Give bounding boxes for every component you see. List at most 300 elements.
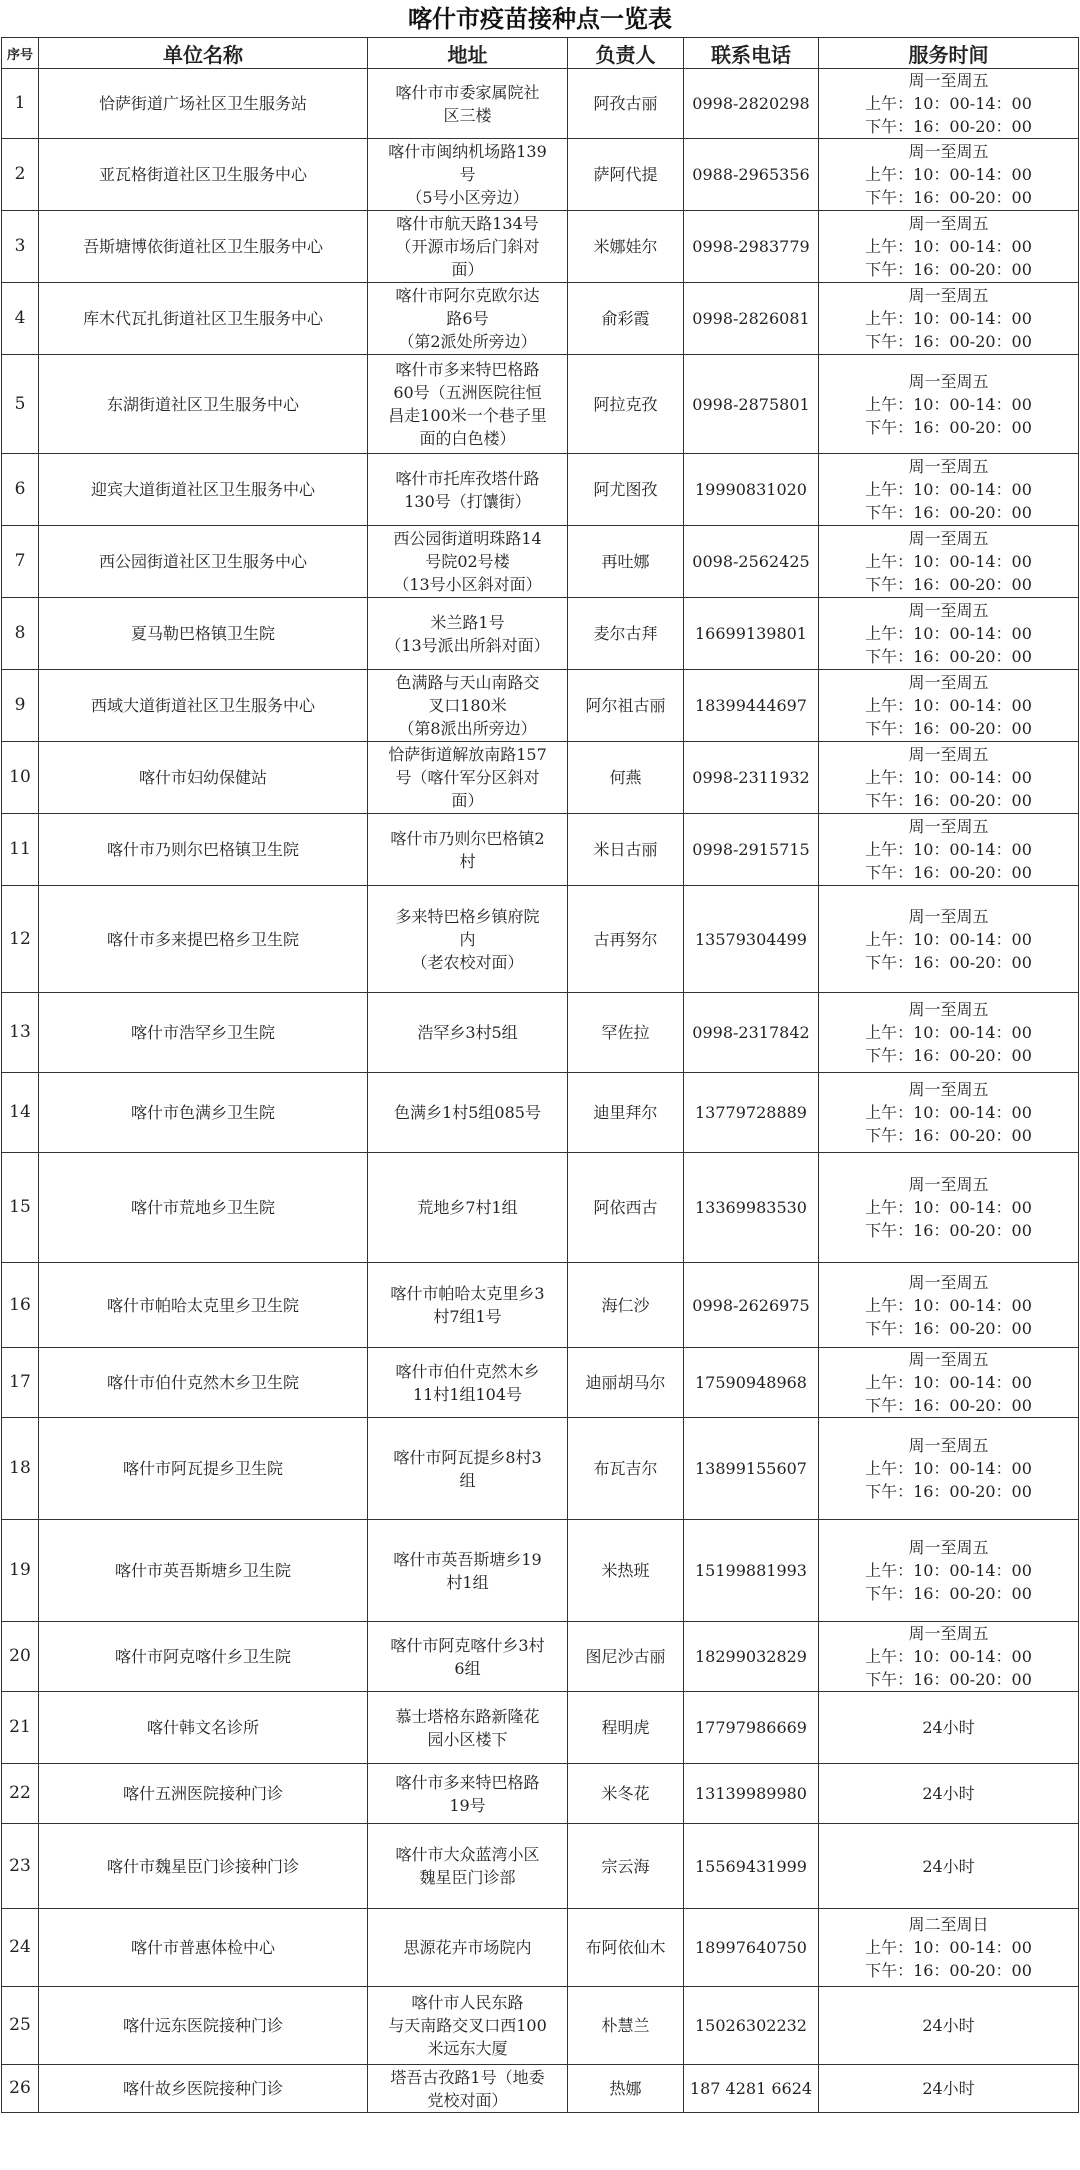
cell-hours-line: 24小时 — [922, 1718, 975, 1737]
cell-person: 阿孜古丽 — [568, 69, 684, 139]
cell-hours — [819, 69, 1079, 139]
cell-hours-line: 上午：10：00-14：00 — [865, 929, 1032, 949]
cell-name: 西域大道街道社区卫生服务中心 — [39, 670, 368, 742]
cell-address — [368, 139, 568, 211]
cell-hours-line: 周一至周五 — [908, 71, 989, 90]
cell-address-line: 米兰路1号 — [430, 612, 505, 632]
table-row — [2, 670, 1079, 742]
header-hours: 服务时间 — [819, 38, 1079, 69]
cell-hours-line: 下午：16：00-20：00 — [865, 332, 1032, 351]
cell-address-line: 面） — [451, 791, 484, 810]
cell-hours-line: 周一至周五 — [908, 906, 989, 926]
table-row — [2, 1692, 1079, 1764]
cell-person: 阿拉克孜 — [568, 355, 684, 454]
cell-address-line: 昌走100米一个巷子里 — [388, 406, 547, 425]
cell-hours-line: 周一至周五 — [908, 601, 989, 620]
cell-address-line: （老农校对面） — [411, 952, 524, 972]
cell-phone: 187 4281 6624 — [684, 2065, 819, 2113]
cell-hours-line: 下午：16：00-20：00 — [865, 260, 1032, 279]
cell-address-line: 村1组 — [446, 1572, 489, 1592]
cell-address — [368, 1073, 568, 1153]
cell-person: 罕佐拉 — [568, 993, 684, 1073]
cell-phone: 15199881993 — [684, 1520, 819, 1622]
cell-name: 恰萨街道广场社区卫生服务站 — [39, 69, 368, 139]
cell-address-line: 喀什市阿尔克欧尔达 — [395, 286, 540, 305]
cell-hours-line: 上午：10：00-14：00 — [865, 237, 1032, 256]
cell-no: 24 — [2, 1909, 39, 1987]
cell-name: 东湖街道社区卫生服务中心 — [39, 355, 368, 454]
cell-hours — [819, 526, 1079, 598]
cell-no: 7 — [2, 526, 39, 598]
cell-name: 喀什五洲医院接种门诊 — [39, 1764, 368, 1824]
cell-name: 喀什市帕哈太克里乡卫生院 — [39, 1263, 368, 1348]
cell-hours-line: 24小时 — [922, 2079, 975, 2098]
cell-name: 喀什市英吾斯塘乡卫生院 — [39, 1520, 368, 1622]
cell-address-line: 恰萨街道解放南路157 — [388, 745, 547, 764]
cell-address — [368, 598, 568, 670]
cell-address-line: 喀什市多来特巴格路 — [395, 360, 540, 379]
cell-person: 布瓦吉尔 — [568, 1418, 684, 1520]
cell-hours-line: 周一至周五 — [908, 1624, 989, 1643]
table-row — [2, 886, 1079, 993]
cell-address-line: 与天南路交叉口西100 — [388, 2016, 547, 2035]
cell-address — [368, 283, 568, 355]
cell-name: 喀什市乃则尔巴格镇卫生院 — [39, 814, 368, 886]
cell-person: 布阿依仙木 — [568, 1909, 684, 1987]
cell-hours — [819, 1263, 1079, 1348]
cell-hours-line: 周一至周五 — [908, 745, 989, 764]
cell-hours — [819, 742, 1079, 814]
cell-hours-line: 上午：10：00-14：00 — [865, 1459, 1032, 1478]
cell-hours — [819, 1692, 1079, 1764]
cell-address — [368, 1764, 568, 1824]
cell-address-line: 园小区楼下 — [427, 1729, 508, 1749]
cell-address-line: （开源市场后门斜对 — [395, 237, 540, 256]
cell-address-line: 喀什市阿克喀什乡3村 — [390, 1635, 545, 1655]
cell-hours-line: 周一至周五 — [908, 529, 989, 548]
cell-address — [368, 886, 568, 993]
cell-address — [368, 1153, 568, 1263]
cell-hours-line: 上午：10：00-14：00 — [865, 394, 1032, 414]
cell-no: 14 — [2, 1073, 39, 1153]
cell-hours-line: 下午：16：00-20：00 — [865, 188, 1032, 207]
cell-address — [368, 742, 568, 814]
cell-no: 17 — [2, 1348, 39, 1418]
cell-address — [368, 1418, 568, 1520]
cell-hours — [819, 211, 1079, 283]
cell-hours-line: 周一至周五 — [908, 286, 989, 305]
cell-address-line: 喀什市英吾斯塘乡19 — [393, 1549, 542, 1569]
cell-hours-line: 周一至周五 — [908, 214, 989, 233]
cell-no: 16 — [2, 1263, 39, 1348]
cell-hours-line: 下午：16：00-20：00 — [865, 1126, 1032, 1145]
table-row — [2, 69, 1079, 139]
cell-hours-line: 下午：16：00-20：00 — [865, 1584, 1032, 1603]
cell-address-line: 喀什市人民东路 — [411, 1993, 524, 2012]
cell-name: 喀什市多来提巴格乡卫生院 — [39, 886, 368, 993]
cell-person: 朴慧兰 — [568, 1987, 684, 2065]
cell-phone: 0998-2983779 — [684, 211, 819, 283]
cell-phone: 0988-2965356 — [684, 139, 819, 211]
header-phone: 联系电话 — [684, 38, 819, 69]
cell-hours-line: 下午：16：00-20：00 — [865, 1961, 1032, 1980]
cell-address — [368, 1263, 568, 1348]
cell-address-line: 19号 — [449, 1795, 486, 1815]
cell-name: 迎宾大道街道社区卫生服务中心 — [39, 454, 368, 526]
cell-address — [368, 814, 568, 886]
cell-phone: 13139989980 — [684, 1764, 819, 1824]
cell-address-line: 130号（打馕街） — [404, 491, 531, 511]
table-header-row — [2, 38, 1079, 69]
cell-hours — [819, 283, 1079, 355]
cell-person: 迪丽胡马尔 — [568, 1348, 684, 1418]
cell-phone: 18299032829 — [684, 1622, 819, 1692]
table-row — [2, 211, 1079, 283]
cell-phone: 13369983530 — [684, 1153, 819, 1263]
cell-person: 阿依西古 — [568, 1153, 684, 1263]
cell-address-line: 色满路与天山南路交 — [395, 673, 540, 692]
cell-hours — [819, 139, 1079, 211]
cell-hours-line: 下午：16：00-20：00 — [865, 1482, 1032, 1501]
cell-phone: 0998-2820298 — [684, 69, 819, 139]
table-row — [2, 1764, 1079, 1824]
cell-hours-line: 上午：10：00-14：00 — [865, 552, 1032, 571]
cell-person: 热娜 — [568, 2065, 684, 2113]
cell-phone: 13579304499 — [684, 886, 819, 993]
cell-person: 迪里拜尔 — [568, 1073, 684, 1153]
cell-hours — [819, 1764, 1079, 1824]
cell-address-line: 西公园街道明珠路14 — [393, 529, 542, 548]
cell-person: 米冬花 — [568, 1764, 684, 1824]
cell-address-line: 慕士塔格东路新隆花 — [395, 1706, 540, 1726]
cell-name: 喀什市阿瓦提乡卫生院 — [39, 1418, 368, 1520]
cell-phone: 0998-2626975 — [684, 1263, 819, 1348]
cell-address — [368, 1909, 568, 1987]
cell-person: 古再努尔 — [568, 886, 684, 993]
cell-no: 5 — [2, 355, 39, 454]
cell-phone: 0998-2311932 — [684, 742, 819, 814]
table-row — [2, 1987, 1079, 2065]
cell-address — [368, 355, 568, 454]
cell-hours-line: 周一至周五 — [908, 1436, 989, 1455]
cell-address-line: （第8派出所旁边） — [398, 719, 537, 738]
cell-name: 喀什市普惠体检中心 — [39, 1909, 368, 1987]
table-row — [2, 742, 1079, 814]
cell-no: 13 — [2, 993, 39, 1073]
cell-person: 宗云海 — [568, 1824, 684, 1909]
cell-hours-line: 下午：16：00-20：00 — [865, 575, 1032, 594]
cell-person: 图尼沙古丽 — [568, 1622, 684, 1692]
cell-name: 吾斯塘博依街道社区卫生服务中心 — [39, 211, 368, 283]
table-row — [2, 1073, 1079, 1153]
table-row — [2, 598, 1079, 670]
cell-address — [368, 69, 568, 139]
cell-name: 喀什韩文名诊所 — [39, 1692, 368, 1764]
table-row — [2, 526, 1079, 598]
cell-hours-line: 周一至周五 — [908, 1538, 989, 1557]
cell-no: 3 — [2, 211, 39, 283]
cell-address-line: 魏星臣门诊部 — [419, 1868, 516, 1887]
cell-address — [368, 526, 568, 598]
cell-hours-line: 上午：10：00-14：00 — [865, 840, 1032, 859]
cell-hours-line: 周一至周五 — [908, 1000, 989, 1019]
cell-hours — [819, 1153, 1079, 1263]
cell-hours-line: 24小时 — [922, 2016, 975, 2035]
cell-no: 11 — [2, 814, 39, 886]
cell-no: 26 — [2, 2065, 39, 2113]
cell-no: 6 — [2, 454, 39, 526]
cell-hours — [819, 598, 1079, 670]
cell-address-line: 村 — [459, 851, 476, 871]
cell-person: 米热班 — [568, 1520, 684, 1622]
cell-phone: 15026302232 — [684, 1987, 819, 2065]
cell-hours-line: 下午：16：00-20：00 — [865, 1046, 1032, 1065]
cell-hours-line: 上午：10：00-14：00 — [865, 1023, 1032, 1042]
cell-hours-line: 周一至周五 — [908, 817, 989, 836]
cell-name: 喀什市色满乡卫生院 — [39, 1073, 368, 1153]
cell-phone: 17797986669 — [684, 1692, 819, 1764]
cell-hours-line: 上午：10：00-14：00 — [865, 165, 1032, 184]
cell-hours — [819, 1520, 1079, 1622]
cell-address-line: 塔吾古孜路1号（地委 — [390, 2067, 545, 2087]
cell-no: 19 — [2, 1520, 39, 1622]
cell-address-line: 荒地乡7村1组 — [417, 1198, 518, 1217]
cell-no: 8 — [2, 598, 39, 670]
cell-hours-line: 上午：10：00-14：00 — [865, 696, 1032, 715]
cell-hours-line: 下午：16：00-20：00 — [865, 1221, 1032, 1240]
cell-hours-line: 24小时 — [922, 1856, 975, 1876]
cell-address-line: 党校对面） — [427, 2090, 508, 2110]
cell-address-line: 面的白色楼） — [419, 429, 516, 448]
table-row — [2, 993, 1079, 1073]
cell-hours — [819, 1824, 1079, 1909]
cell-address — [368, 1987, 568, 2065]
cell-address-line: 色满乡1村5组085号 — [394, 1103, 541, 1122]
cell-hours-line: 上午：10：00-14：00 — [865, 1647, 1032, 1666]
cell-no: 4 — [2, 283, 39, 355]
cell-hours-line: 上午：10：00-14：00 — [865, 768, 1032, 787]
cell-hours-line: 上午：10：00-14：00 — [865, 309, 1032, 328]
cell-name: 喀什市荒地乡卫生院 — [39, 1153, 368, 1263]
cell-hours-line: 下午：16：00-20：00 — [865, 1396, 1032, 1415]
vaccination-sites-table — [1, 37, 1079, 2113]
cell-address-line: 6组 — [454, 1658, 481, 1678]
cell-hours-line: 下午：16：00-20：00 — [865, 719, 1032, 738]
cell-address-line: 思源花卉市场院内 — [403, 1938, 532, 1957]
header-address: 地址 — [368, 38, 568, 69]
cell-no: 20 — [2, 1622, 39, 1692]
table-row — [2, 1348, 1079, 1418]
cell-address-line: （5号小区旁边） — [406, 188, 529, 207]
cell-no: 2 — [2, 139, 39, 211]
cell-no: 21 — [2, 1692, 39, 1764]
cell-phone: 19990831020 — [684, 454, 819, 526]
table-row — [2, 139, 1079, 211]
cell-no: 15 — [2, 1153, 39, 1263]
cell-hours-line: 周一至周五 — [908, 1350, 989, 1369]
cell-name: 亚瓦格街道社区卫生服务中心 — [39, 139, 368, 211]
cell-address-line: （13号派出所斜对面） — [385, 635, 550, 655]
table-row — [2, 1153, 1079, 1263]
cell-name: 喀什远东医院接种门诊 — [39, 1987, 368, 2065]
cell-hours — [819, 1348, 1079, 1418]
cell-no: 12 — [2, 886, 39, 993]
cell-person: 海仁沙 — [568, 1263, 684, 1348]
cell-hours-line: 上午：10：00-14：00 — [865, 1373, 1032, 1392]
table-row — [2, 1263, 1079, 1348]
cell-address-line: 喀什市托库孜塔什路 — [395, 468, 540, 488]
cell-no: 23 — [2, 1824, 39, 1909]
table-row — [2, 1520, 1079, 1622]
cell-hours — [819, 1418, 1079, 1520]
cell-phone: 0998-2875801 — [684, 355, 819, 454]
cell-name: 西公园街道社区卫生服务中心 — [39, 526, 368, 598]
cell-phone: 0998-2317842 — [684, 993, 819, 1073]
cell-address-line: （第2派处所旁边） — [398, 332, 537, 351]
cell-hours-line: 上午：10：00-14：00 — [865, 1295, 1032, 1315]
cell-phone: 13779728889 — [684, 1073, 819, 1153]
cell-address-line: 60号（五洲医院往恒 — [393, 383, 542, 402]
cell-address — [368, 1348, 568, 1418]
cell-hours-line: 周一至周五 — [908, 371, 989, 391]
table-row — [2, 814, 1079, 886]
cell-hours — [819, 1909, 1079, 1987]
cell-name: 库木代瓦扎街道社区卫生服务中心 — [39, 283, 368, 355]
cell-name: 夏马勒巴格镇卫生院 — [39, 598, 368, 670]
cell-phone: 16699139801 — [684, 598, 819, 670]
cell-hours-line: 上午：10：00-14：00 — [865, 1561, 1032, 1580]
cell-no: 22 — [2, 1764, 39, 1824]
cell-hours-line: 周二至周日 — [908, 1915, 989, 1934]
cell-address-line: 喀什市阿瓦提乡8村3 — [393, 1447, 542, 1467]
cell-person: 麦尔古拜 — [568, 598, 684, 670]
cell-address-line: 喀什市帕哈太克里乡3 — [390, 1284, 545, 1303]
cell-hours-line: 下午：16：00-20：00 — [865, 1318, 1032, 1338]
cell-no: 9 — [2, 670, 39, 742]
table-row — [2, 1909, 1079, 1987]
cell-address-line: 村7组1号 — [433, 1307, 502, 1326]
cell-phone: 18399444697 — [684, 670, 819, 742]
cell-hours-line: 上午：10：00-14：00 — [865, 94, 1032, 113]
header-name: 单位名称 — [39, 38, 368, 69]
cell-name: 喀什市阿克喀什乡卫生院 — [39, 1622, 368, 1692]
cell-person: 再吐娜 — [568, 526, 684, 598]
cell-name: 喀什故乡医院接种门诊 — [39, 2065, 368, 2113]
cell-address-line: 路6号 — [446, 309, 489, 328]
cell-name: 喀什市妇幼保健站 — [39, 742, 368, 814]
cell-address-line: 喀什市闽纳机场路139 — [388, 142, 547, 161]
cell-hours — [819, 454, 1079, 526]
cell-hours — [819, 886, 1079, 993]
cell-hours-line: 下午：16：00-20：00 — [865, 117, 1032, 136]
header-no: 序号 — [2, 38, 39, 69]
cell-address-line: 面） — [451, 260, 484, 279]
cell-person: 米娜娃尔 — [568, 211, 684, 283]
cell-hours — [819, 1622, 1079, 1692]
cell-hours-line: 上午：10：00-14：00 — [865, 480, 1032, 499]
cell-person: 何燕 — [568, 742, 684, 814]
table-row — [2, 355, 1079, 454]
cell-name: 喀什市伯什克然木乡卫生院 — [39, 1348, 368, 1418]
cell-hours — [819, 993, 1079, 1073]
cell-name: 喀什市浩罕乡卫生院 — [39, 993, 368, 1073]
cell-hours — [819, 2065, 1079, 2113]
cell-no: 1 — [2, 69, 39, 139]
cell-address-line: 喀什市多来特巴格路 — [395, 1772, 540, 1792]
cell-address-line: 11村1组104号 — [412, 1384, 523, 1404]
cell-address-line: 叉口180米 — [428, 696, 507, 715]
cell-hours-line: 周一至周五 — [908, 1272, 989, 1292]
cell-address-line: 米远东大厦 — [427, 2039, 508, 2058]
cell-phone: 15569431999 — [684, 1824, 819, 1909]
cell-hours-line: 周一至周五 — [908, 673, 989, 692]
cell-hours-line: 下午：16：00-20：00 — [865, 417, 1032, 437]
cell-hours-line: 周一至周五 — [908, 457, 989, 476]
cell-address-line: 号院02号楼 — [425, 552, 510, 571]
table-row — [2, 454, 1079, 526]
cell-address-line: 喀什市航天路134号 — [396, 214, 539, 233]
cell-person: 阿尤图孜 — [568, 454, 684, 526]
cell-hours — [819, 355, 1079, 454]
cell-address — [368, 1692, 568, 1764]
cell-address-line: 内 — [459, 929, 476, 949]
cell-address-line: 喀什市大众蓝湾小区 — [395, 1845, 540, 1864]
cell-hours-line: 周一至周五 — [908, 142, 989, 161]
cell-address-line: 号 — [459, 165, 476, 184]
cell-address-line: 号（喀什军分区斜对 — [395, 768, 540, 787]
cell-phone: 17590948968 — [684, 1348, 819, 1418]
cell-address — [368, 1824, 568, 1909]
header-person: 负责人 — [568, 38, 684, 69]
cell-hours — [819, 1987, 1079, 2065]
cell-hours-line: 周一至周五 — [908, 1080, 989, 1099]
table-row — [2, 1418, 1079, 1520]
table-row — [2, 2065, 1079, 2113]
cell-hours — [819, 670, 1079, 742]
cell-hours-line: 下午：16：00-20：00 — [865, 1670, 1032, 1689]
cell-address-line: 喀什市市委家属院社 — [395, 82, 540, 102]
cell-address — [368, 211, 568, 283]
cell-hours-line: 下午：16：00-20：00 — [865, 647, 1032, 666]
cell-person: 俞彩霞 — [568, 283, 684, 355]
cell-person: 程明虎 — [568, 1692, 684, 1764]
cell-address — [368, 2065, 568, 2113]
cell-person: 萨阿代提 — [568, 139, 684, 211]
cell-no: 10 — [2, 742, 39, 814]
cell-person: 米日古丽 — [568, 814, 684, 886]
cell-no: 25 — [2, 1987, 39, 2065]
cell-hours-line: 上午：10：00-14：00 — [865, 1938, 1032, 1957]
cell-hours-line: 24小时 — [922, 1784, 975, 1803]
cell-address — [368, 454, 568, 526]
cell-phone: 0998-2915715 — [684, 814, 819, 886]
cell-address-line: 浩罕乡3村5组 — [417, 1023, 518, 1042]
cell-address — [368, 1520, 568, 1622]
cell-person: 阿尔祖古丽 — [568, 670, 684, 742]
cell-address — [368, 993, 568, 1073]
table-row — [2, 1824, 1079, 1909]
cell-hours-line: 下午：16：00-20：00 — [865, 952, 1032, 972]
cell-phone: 0098-2562425 — [684, 526, 819, 598]
cell-hours-line: 下午：16：00-20：00 — [865, 863, 1032, 882]
cell-hours-line: 周一至周五 — [908, 1175, 989, 1194]
cell-address-line: 多来特巴格乡镇府院 — [395, 906, 540, 926]
cell-address — [368, 670, 568, 742]
cell-no: 18 — [2, 1418, 39, 1520]
cell-hours — [819, 1073, 1079, 1153]
cell-phone: 18997640750 — [684, 1909, 819, 1987]
cell-address-line: 区三楼 — [443, 105, 492, 125]
